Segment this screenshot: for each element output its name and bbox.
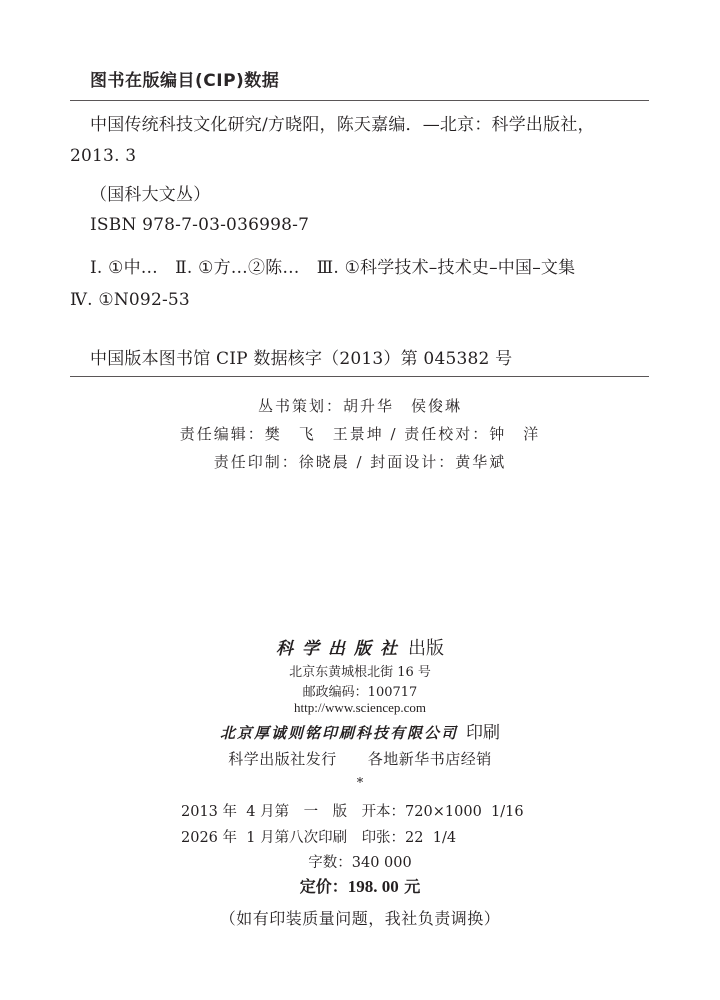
cip-isbn-line: ISBN 978-7-03-036998-7 xyxy=(90,215,310,235)
separator-asterisk: * xyxy=(356,776,364,791)
cip-heading: 图书在版编目(CIP)数据 xyxy=(90,71,280,91)
cip-series-line: （国科大文丛） xyxy=(90,185,211,205)
top-divider xyxy=(70,100,649,101)
cip-subject-line: Ⅰ. ①中… Ⅱ. ①方…②陈… Ⅲ. ①科学技术–技术史–中国–文集 xyxy=(90,258,576,278)
publisher-website: http://www.sciencep.com xyxy=(293,700,426,715)
bottom-divider xyxy=(70,376,649,377)
publisher-suffix: 出版 xyxy=(408,638,444,659)
credit-series-planning: 丛书策划：胡升华 侯俊琳 xyxy=(257,397,462,415)
publisher-line xyxy=(0,634,720,660)
quality-notice: （如有印装质量问题，我社负责调换） xyxy=(219,909,501,928)
price-unit: 元 xyxy=(404,877,421,896)
printer-line xyxy=(0,718,720,743)
distribution-line: 科学出版社发行 各地新华书店经销 xyxy=(228,750,492,768)
printer-name: 北京厚诚则铭印刷科技有限公司 xyxy=(219,724,458,742)
printer-suffix: 印刷 xyxy=(466,723,500,743)
price-line xyxy=(0,874,720,897)
cip-title-line: 中国传统科技文化研究/方晓阳，陈天嘉编．—北京：科学出版社， xyxy=(90,115,595,135)
cip-record-number: 中国版本图书馆 CIP 数据核字（2013）第 045382 号 xyxy=(90,349,513,369)
cip-date-line: 2013. 3 xyxy=(70,146,137,166)
credit-printing-design: 责任印制：徐晓晨 / 封面设计：黄华斌 xyxy=(213,453,507,471)
edition-print: 2026 年 1 月第八次印刷 印张：22 1/4 xyxy=(181,830,457,846)
cip-classification-line: Ⅳ. ①N092-53 xyxy=(70,290,190,310)
edition-first: 2013 年 4 月第 一 版 开本：720×1000 1/16 xyxy=(181,804,524,820)
publisher-postcode: 邮政编码：100717 xyxy=(302,685,418,700)
publisher-name: 科学出版社 xyxy=(276,639,406,659)
price-amount: 198. 00 xyxy=(347,877,399,896)
publisher-address: 北京东黄城根北街 16 号 xyxy=(289,665,431,680)
credit-editors: 责任编辑：樊 飞 王景坤 / 责任校对：钟 洋 xyxy=(179,425,541,443)
word-count: 字数：340 000 xyxy=(308,855,412,871)
price-label: 定价： xyxy=(299,877,348,896)
